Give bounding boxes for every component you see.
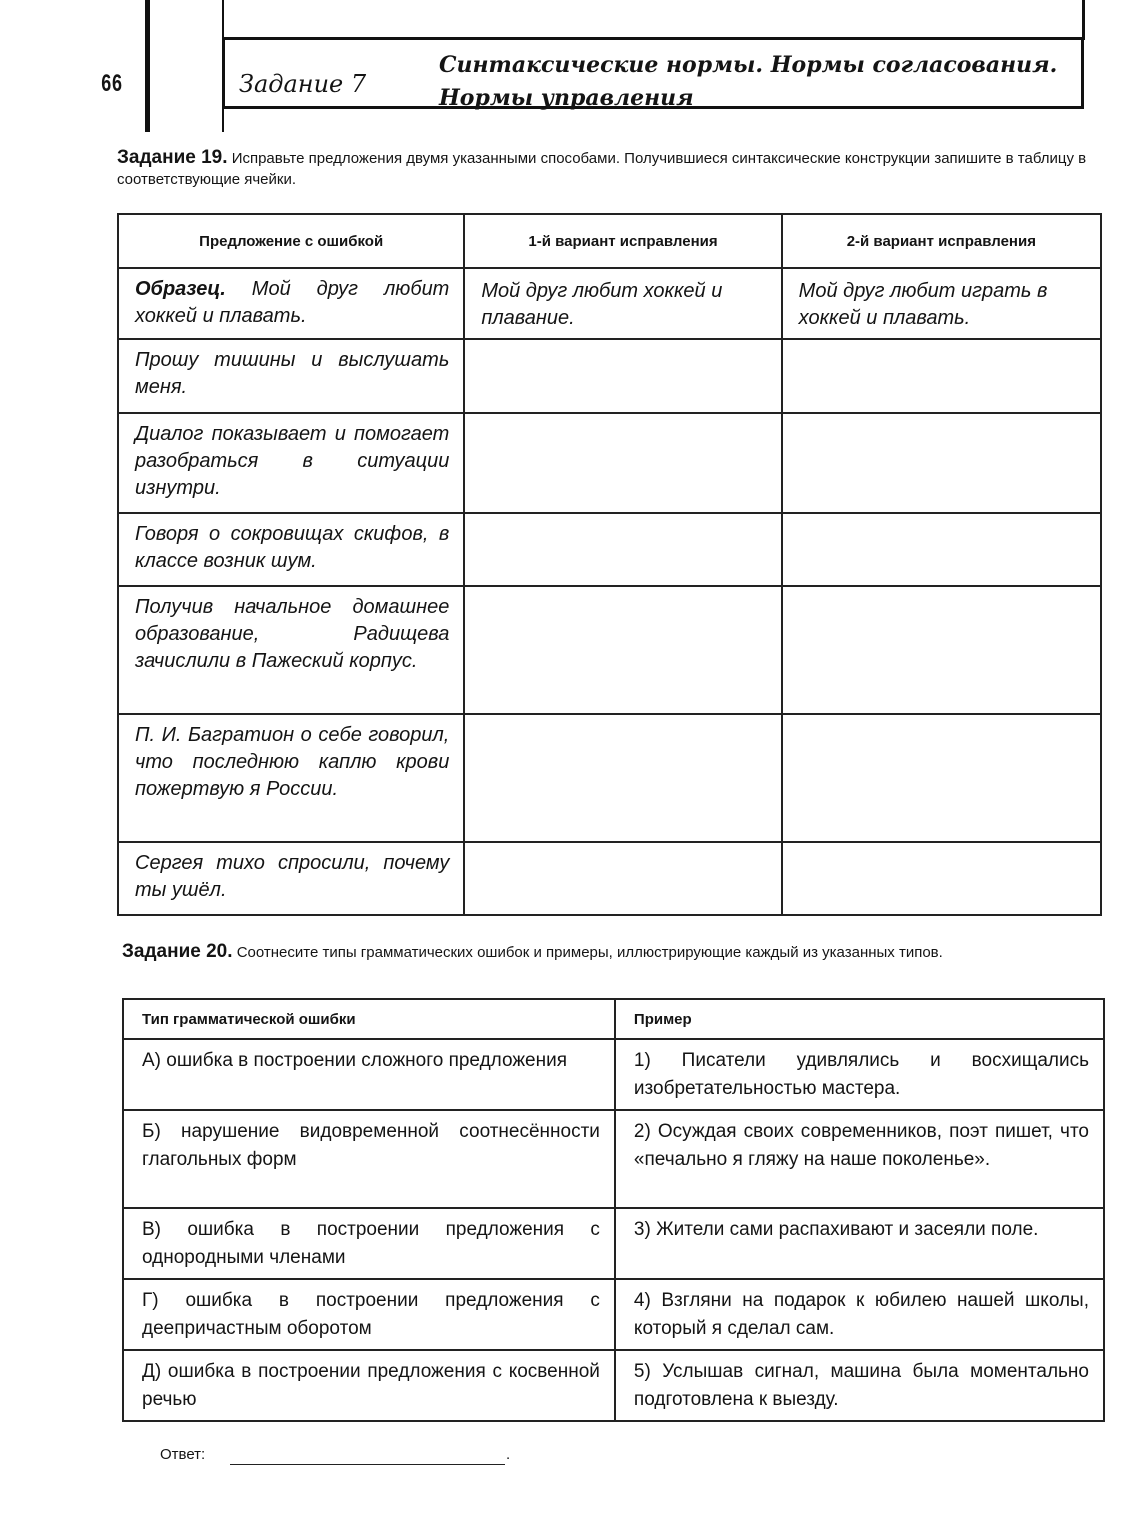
table-row [123, 1350, 1104, 1421]
example: 3) Жители сами распахивают и засеяли поле. [615, 1208, 1104, 1279]
error-sentence: Прошу тишины и выслушать меня. [118, 339, 464, 413]
error-sentence: Говоря о сокровищах скифов, в классе возник шум. [118, 513, 464, 586]
example: 4) Взгляни на подарок к юбилею нашей школы, который я сделал сам. [615, 1279, 1104, 1350]
sample-sentence: Мой друг любит хоккей и плавать. [135, 278, 450, 327]
sample-sentence-cell [118, 268, 464, 339]
variant1-answer-cell[interactable] [464, 339, 781, 413]
table-row [118, 413, 1101, 513]
task20-table [122, 998, 1105, 1422]
task19-intro [117, 147, 1102, 190]
task20-instruction: Соотнесите типы грамматических ошибок и примеры, иллюстрирующие каждый из указанных типов. [236, 944, 943, 961]
error-sentence: Диалог показывает и помогает разобраться в ситуации изнутри. [118, 413, 464, 513]
task-label: Задание 7 [239, 70, 367, 98]
column-header: Тип грамматической ошибки [123, 999, 615, 1039]
variant2-answer-cell[interactable] [782, 513, 1101, 586]
header-right-rule [1082, 0, 1085, 40]
column-header: Предложение с ошибкой [118, 214, 464, 268]
variant1-answer-cell[interactable] [464, 714, 781, 842]
sample-variant2: Мой друг любит играть в хоккей и плавать. [782, 268, 1101, 339]
table-row [123, 1039, 1104, 1110]
variant1-answer-cell[interactable] [464, 586, 781, 714]
task19-title: Задание 19. [117, 147, 228, 168]
variant1-answer-cell[interactable] [464, 842, 781, 915]
error-type: А) ошибка в построении сложного предложения [123, 1039, 615, 1110]
table-row [123, 1208, 1104, 1279]
example: 5) Услышав сигнал, машина была моментально подготовлена к выезду. [615, 1350, 1104, 1421]
sample-row [118, 268, 1101, 339]
table-row [123, 1279, 1104, 1350]
answer-input-line[interactable] [230, 1464, 505, 1465]
column-header: Пример [615, 999, 1104, 1039]
error-type: Б) нарушение видовременной соотнесённости глагольных форм [123, 1110, 615, 1208]
table-row [118, 513, 1101, 586]
task20-intro [122, 941, 1105, 963]
variant2-answer-cell[interactable] [782, 339, 1101, 413]
binding-rule-main [145, 0, 150, 132]
variant2-answer-cell[interactable] [782, 842, 1101, 915]
sample-label: Образец. [135, 278, 226, 300]
sample-variant1: Мой друг любит хоккей и плавание. [464, 268, 781, 339]
example: 2) Осуждая своих современников, поэт пишет, что «печально я гляжу на наше поколенье». [615, 1110, 1104, 1208]
table-row [118, 714, 1101, 842]
table-row [118, 339, 1101, 413]
error-sentence: Сергея тихо спросили, почему ты ушёл. [118, 842, 464, 915]
topic-title-line2: Нормы управления [439, 85, 694, 111]
variant2-answer-cell[interactable] [782, 586, 1101, 714]
table-row [118, 842, 1101, 915]
variant2-answer-cell[interactable] [782, 714, 1101, 842]
answer-label: Ответ: [160, 1446, 206, 1463]
error-sentence: П. И. Багратион о себе говорил, что последнюю каплю крови пожертвую я России. [118, 714, 464, 842]
example: 1) Писатели удивлялись и восхищались изобретательностью мастера. [615, 1039, 1104, 1110]
task19-instruction: Исправьте предложения двумя указанными способами. Получившиеся синтаксические конструкции запишите в таблицу в соответствующие ячейки. [117, 150, 1087, 188]
variant1-answer-cell[interactable] [464, 513, 781, 586]
table-header-row [118, 214, 1101, 268]
column-header: 2-й вариант исправления [782, 214, 1101, 268]
table-row [118, 586, 1101, 714]
table-row [123, 1110, 1104, 1208]
variant1-answer-cell[interactable] [464, 413, 781, 513]
chapter-header [222, 37, 1084, 109]
task19-table [117, 213, 1102, 916]
error-type: Г) ошибка в построении предложения с деепричастным оборотом [123, 1279, 615, 1350]
column-header: 1-й вариант исправления [464, 214, 781, 268]
topic-title-line1: Синтаксические нормы. Нормы согласования. [439, 52, 1058, 78]
error-type: В) ошибка в построении предложения с однородными членами [123, 1208, 615, 1279]
task20-title: Задание 20. [122, 941, 233, 962]
variant2-answer-cell[interactable] [782, 413, 1101, 513]
answer-end-mark: . [506, 1446, 511, 1463]
table-header-row [123, 999, 1104, 1039]
page-number: 66 [101, 70, 123, 97]
error-sentence: Получив начальное домашнее образование, Радищева зачислили в Пажеский корпус. [118, 586, 464, 714]
error-type: Д) ошибка в построении предложения с косвенной речью [123, 1350, 615, 1421]
